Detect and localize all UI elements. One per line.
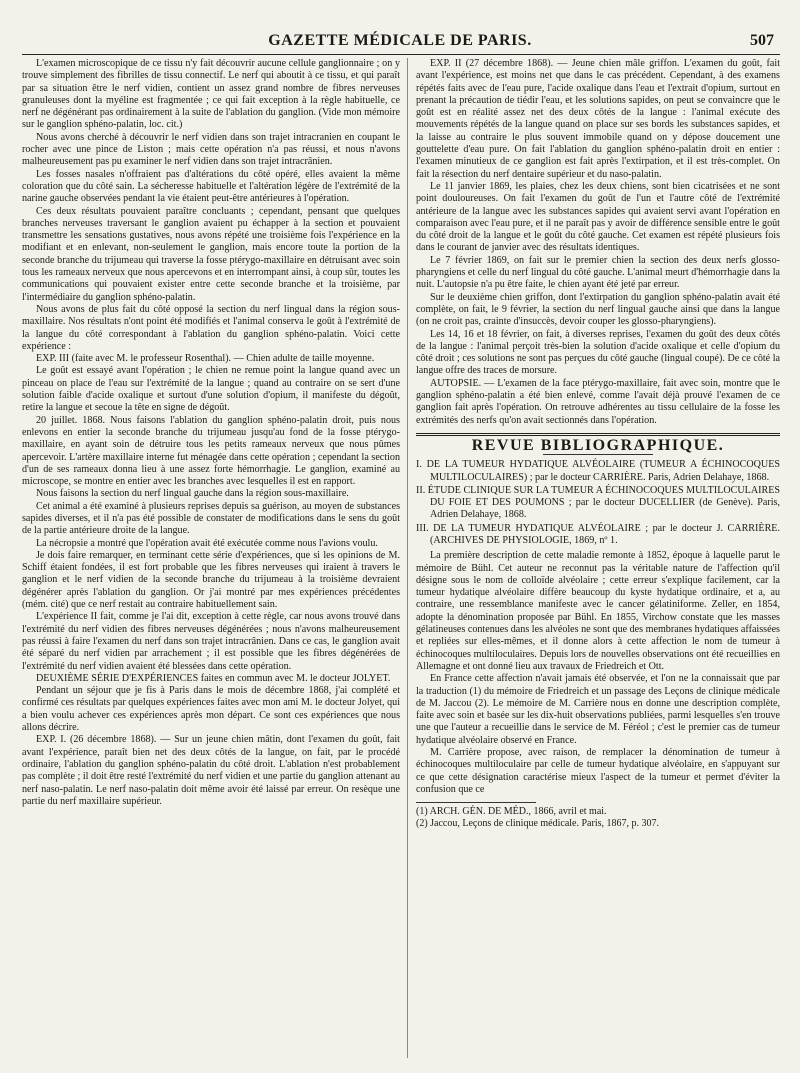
paragraph: La première description de cette maladie remonte à 1852, époque à laquelle parut le mémoire de Bühl. Cet auteur ne reconnut pas la véritable nature de l'affection qu'il désigne sous le nom de colloïde alvéolaire ; cette erreur s'explique facilement, car la tumeur hydatique alvéolaire diffère beaucoup du kyste hydatique ordinaire, et a, au contraire, une ressemblance manifeste avec le cancer gélatiniforme. Zeller, en 1854, adopte la dénomination proposée par Bühl. En 1855, Virchow constate que les masses gélatineuses contenues dans les alvéoles ne sont que des membranes hydatiques affaissées et repliées sur elles-mêmes, et il donne alors à cette affection le nom de tumeur à échinocoques multiloculaires. Depuis lors de nouvelles observations ont été recueillies en Allemagne et ont donné lieu aux travaux de Friedreich et Ott. bbox=[416, 550, 780, 672]
bibliography-entry: I. DE LA TUMEUR HYDATIQUE ALVÉOLAIRE (TUMEUR A ÉCHINOCOQUES MULTILOCULAIRES) ; par le docteur CARRIÈRE. Paris, Adrien Delahaye, 1868. bbox=[416, 459, 780, 483]
header-rule bbox=[22, 54, 780, 55]
paragraph: Ces deux résultats pouvaient paraître concluants ; cependant, pensant que quelques branches nerveuses traversant le ganglion avaient pu échapper à la section et pouvaient transmettre les sensations gustatives, nous avons répété une troisième fois l'expérience en la modifiant et en enlevant, non-seulement le ganglion, mais encore toute la portion de la seconde branche du trijumeau qui traverse la fosse ptérygo-maxillaire en détruisant avec soin tous les rameaux nerveux que nous apercevons et en interrompant ainsi, à coup sûr, toutes les communications qui pouvaient exister entre cette seconde branche et la troisième, par l'intermédiaire du ganglion sphéno-palatin. bbox=[22, 205, 400, 303]
paragraph: Cet animal a été examiné à plusieurs reprises depuis sa guérison, au moyen de substances sapides diverses, et il n'a pas été possible de constater de modifications dans le sens du goût de la partie antérieure droite de la langue. bbox=[22, 500, 400, 537]
paragraph: Les 14, 16 et 18 février, on fait, à diverses reprises, l'examen du goût des deux côtés de la langue : l'animal perçoit très-bien la solution d'acide oxalique et celle d'opium du côté droit ; ces solutions ne sont pas perçues du côté gauche (lingual coupé). De ce côté la langue offre des traces de morsure. bbox=[416, 328, 780, 377]
paragraph: Le goût est essayé avant l'opération ; le chien ne remue point la langue quand avec un pinceau on place de l'eau sur l'extrémité de la langue ; quand au contraire on se sert d'une solution faible d'acide oxalique et surtout d'une solution d'opium, il manifeste du dégoût, retire la langue et secoue la tête en signe de dégoût. bbox=[22, 365, 400, 414]
page-number: 507 bbox=[750, 32, 774, 49]
paragraph: EXP. II (27 décembre 1868). — Jeune chien mâle griffon. L'examen du goût, fait avant l'expérience, est moins net que dans le cas précédent. Cependant, à des examens répétés faits avec de l'eau pure, l'acide oxalique dans l'eau et l'extrait d'opium, surtout en prenant la précaution de tiédir l'eau, et les solutions sapides, on peut se convaincre que le goût est en réalité assez net des deux côtés de la langue : l'animal exécute des mouvements répétés de la langue quand on place sur ses bords les substances sapides, et la laisse au contraire le plus souvent immobile quand on y dépose doucement une gouttelette d'eau pure. On fait l'ablation du ganglion sphéno-palatin droit en entier : l'examen minutieux de ce ganglion est fait après l'extirpation, et il est très-complet. On fait la résection du nerf dentaire supérieur et du naso-palatin. bbox=[416, 58, 780, 180]
right-column bbox=[416, 58, 780, 830]
page-header bbox=[22, 32, 778, 54]
paragraph: L'expérience II fait, comme je l'ai dit, exception à cette règle, car nous avons trouvé dans l'extrémité du nerf vidien des fibres nerveuses dégénérées ; nous n'avons malheureusement pas réussi à faire l'examen du nerf dans son trajet intracrânien. Dans ce cas, le ganglion avait été séparé du nerf vidien par arrachement ; il est possible que les fibres dégénérées de l'extrémité du nerf vidien avaient été blessées dans cette opération. bbox=[22, 611, 400, 672]
section-title: REVUE BIBLIOGRAPHIQUE. bbox=[471, 436, 725, 454]
paragraph: Nous avons cherché à découvrir le nerf vidien dans son trajet intracranien en coupant le rocher avec une pince de Liston ; mais cette opération n'a pas réussi, et nous n'avons malheureusement pas pu examiner le nerf vidien dans son trajet intracrânien. bbox=[22, 131, 400, 168]
paragraph: En France cette affection n'avait jamais été observée, et l'on ne la connaissait que par la traduction (1) du mémoire de Friedreich et un passage des Leçons de clinique médicale de M. Jaccou (2). Le mémoire de M. Carrière nous en donne une description complète, faite avec soin et basée sur les dix-huit observations publiées, parmi lesquelles s'en trouve une que l'auteur a recueillie dans le service de M. Féréol ; c'est le premier cas de tumeur hydatique alvéolaire observé en France. bbox=[416, 673, 780, 746]
title-rule bbox=[543, 454, 653, 455]
paragraph: M. Carrière propose, avec raison, de remplacer la dénomination de tumeur à échinocoques multiloculaire par celle de tumeur hydatique alvéolaire, en s'appuyant sur ce que cette désignation caractérise mieux l'aspect de la tumeur et permet d'éviter la confusion que ce bbox=[416, 747, 780, 795]
paragraph: Sur le deuxième chien griffon, dont l'extirpation du ganglion sphéno-palatin avait été complète, on fait, le 9 février, la section du nerf lingual gauche ainsi que dans la langue (on ne croit pas, crainte d'insuccès, devoir couper les glosso-pharyngiens). bbox=[416, 291, 780, 328]
paragraph: EXP. I. (26 décembre 1868). — Sur un jeune chien mâtin, dont l'examen du goût, fait avant l'expérience, paraît bien net des deux côtés de la langue, on fait, par le procédé ordinaire, l'ablation du ganglion sphéno-palatin du côté droit. L'ablation n'est probablement pas complète ; il doit être resté l'extrémité du nerf vidien et une partie du ganglion attenant au nerf naso-palatin. Le nerf naso-palatin doit même avoir été laissé par erreur. On resèque une partie du nerf maxillaire supérieur. bbox=[22, 734, 400, 807]
paragraph: Nous faisons la section du nerf lingual gauche dans la région sous-maxillaire. bbox=[36, 488, 349, 500]
paragraph: Je dois faire remarquer, en terminant cette série d'expériences, que si les opinions de M. Schiff étaient fondées, il est fort probable que les fibres nerveuses qui iraient à travers le ganglion et le nerf vidien de la seconde branche du trijumeau à la troisième devraient dégénérer après l'ablation du ganglion. Or j'ai montré par mes expériences précédentes (mém. cité) que ce nerf restait au contraire habituellement sain. bbox=[22, 549, 400, 611]
column-divider bbox=[407, 58, 408, 1058]
paragraph: Le 11 janvier 1869, les plaies, chez les deux chiens, sont bien cicatrisées et ne sont point douloureuses. On fait l'examen du goût de l'un et l'autre côté de l'extrémité antérieure de la langue avec les substances sapides qui avaient servi avant l'opération en comparaison avec l'eau pure, et il ne paraît pas y avoir de différence sensible entre le goût du côté droit de la langue et le goût du côté gauche. Cet examen est répété plusieurs fois dans le courant de janvier avec des résultats identiques. bbox=[416, 180, 780, 254]
series-heading: DEUXIÈME SÉRIE D'EXPÉRIENCES faites en commun avec M. le docteur JOLYET. bbox=[36, 672, 391, 684]
left-column bbox=[22, 58, 400, 808]
paragraph: Pendant un séjour que je fis à Paris dans le mois de décembre 1868, j'ai complété et confirmé ces résultats par quelques expériences faites avec mon ami M. le docteur Jolyet, qui a bien voulu achever ces expériences après mon départ. Ce sont ces expériences que nous allons décrire. bbox=[22, 685, 400, 734]
paragraph: 20 juillet. 1868. Nous faisons l'ablation du ganglion sphéno-palatin droit, puis nous enlevons en entier la seconde branche du trijumeau jusqu'au fond de la fosse ptérygo-maxillaire, en ayant soin de détruire tous les petits rameaux nerveux que nous pûmes apercevoir. L'artère maxillaire interne fut ménagée dans cette opération ; cependant la section d'un de ses rameaux donna lieu à une assez forte hémorrhagie. Le ganglion, examiné au microscope, se montre en entier avec les branches avec lesquelles il est en rapport. bbox=[22, 414, 400, 488]
footnote-rule bbox=[416, 802, 536, 803]
paragraph: Les fosses nasales n'offraient pas d'altérations du côté opéré, elles avaient la même coloration que du côté sain. La sécheresse habituelle et l'altération légère de l'extrémité de la narine gauche observées pendant la vie étaient peut-être antérieures à l'opération. bbox=[22, 168, 400, 205]
experiment-heading: EXP. III (faite avec M. le professeur Rosenthal). — Chien adulte de taille moyenne. bbox=[36, 353, 375, 365]
paragraph: Le 7 février 1869, on fait sur le premier chien la section des deux nerfs glosso-pharyngiens et celle du nerf lingual du côté gauche. L'animal meurt d'hémorrhagie dans la nuit. L'autopsie n'a pu être faite, le chien ayant été jeté par erreur. bbox=[416, 254, 780, 291]
paragraph: L'examen microscopique de ce tissu n'y fait découvrir aucune cellule ganglionnaire ; on y trouve simplement des fibrilles de tissu connectif. Le nerf qui aboutit à ce tissu, et qui paraît par sa situation être le nerf vidien, contient un assez grand nombre de fibres nerveuses granuleuses dont la myéline est fragmentée ; ce qui fait exception à la règle habituelle, ce nerf ne dégénérant pas ordinairement à la suite de l'ablation du ganglion. (Vide mon mémoire sur le ganglion sphéno-palatin, loc. cit.) bbox=[22, 58, 400, 131]
paragraph: AUTOPSIE. — L'examen de la face ptérygo-maxillaire, fait avec soin, montre que le ganglion sphéno-palatin a été bien enlevé, comme l'avait déjà prouvé l'examen de ce ganglion fait après l'opération. On retrouve adhérentes au tissu cellulaire de la fosse les extrémités des nerfs qu'on avait sectionnés dans l'opération. bbox=[416, 377, 780, 426]
paragraph: La nécropsie a montré que l'opération avait été exécutée comme nous l'avions voulu. bbox=[36, 537, 378, 549]
paragraph: Nous avons de plus fait du côté opposé la section du nerf lingual dans la région sous-maxillaire. Nos résultats n'ont point été modifiés et l'animal conserva le goût à l'extrémité de la langue du côté correspondant à l'ablation du ganglion sphéno-palatin. Voici cette expérience : bbox=[22, 303, 400, 352]
bibliography-entry: II. ÉTUDE CLINIQUE SUR LA TUMEUR A ÉCHINOCOQUES MULTILOCULAIRES DU FOIE ET DES POUMONS ; par le docteur DUCELLIER (de Genève). Paris, Adrien Delahaye, 1868. bbox=[416, 484, 780, 521]
running-title: GAZETTE MÉDICALE DE PARIS. bbox=[268, 32, 532, 49]
section-rule bbox=[416, 433, 780, 436]
footnote: (2) Jaccou, Leçons de clinique médicale. Paris, 1867, p. 307. bbox=[416, 818, 659, 830]
bibliography-entry: III. DE LA TUMEUR HYDATIQUE ALVÉOLAIRE ; par le docteur J. CARRIÈRE. (ARCHIVES DE PHYSIOLOGIE, 1869, nº 1. bbox=[416, 522, 780, 546]
footnote: (1) ARCH. GÉN. DE MÉD., 1866, avril et mai. bbox=[416, 806, 607, 818]
